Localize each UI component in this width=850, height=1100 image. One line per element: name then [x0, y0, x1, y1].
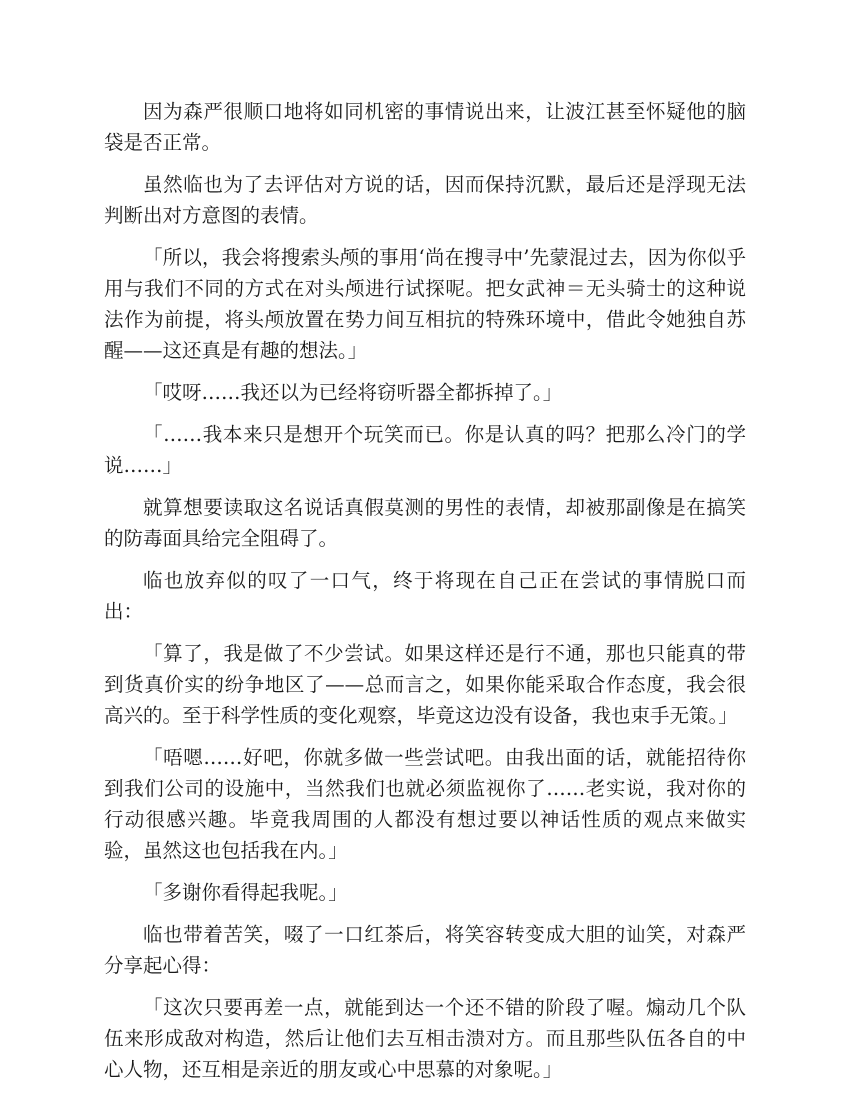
paragraph: 「这次只要再差一点，就能到达一个还不错的阶段了喔。煽动几个队伍来形成敌对构造，然后让他们去互相击溃对方。而且那些队伍各自的中心人物，还互相是亲近的朋友或心中思慕的对象呢。」 — [104, 996, 746, 1081]
paragraph: 「……我本来只是想开个玩笑而已。你是认真的吗？把那么冷门的学说……」 — [104, 423, 746, 477]
paragraph: 「多谢你看得起我呢。」 — [143, 881, 348, 904]
document-page — [104, 96, 746, 1096]
paragraph: 「所以，我会将搜索头颅的事用‘尚在搜寻中’先蒙混过去，因为你似乎用与我们不同的方式在对头颅进行试探呢。把女武神＝无头骑士的这种说法作为前提，将头颅放置在势力间互相抗的特殊环境中，借此令她独自苏醒——这还真是有趣的想法。」 — [104, 246, 746, 362]
paragraph: 临也放弃似的叹了一口气，终于将现在自己正在尝试的事情脱口而出： — [104, 569, 746, 623]
paragraph: 「哎呀……我还以为已经将窃听器全都拆掉了。」 — [143, 381, 563, 404]
paragraph: 虽然临也为了去评估对方说的话，因而保持沉默，最后还是浮现无法判断出对方意图的表情。 — [104, 173, 746, 227]
paragraph: 因为森严很顺口地将如同机密的事情说出来，让波江甚至怀疑他的脑袋是否正常。 — [104, 100, 746, 154]
paragraph: 「唔嗯……好吧，你就多做一些尝试吧。由我出面的话，就能招待你到我们公司的设施中，当然我们也就必须监视你了……老实说，我对你的行动很感兴趣。毕竟我周围的人都没有想过要以神话性质的观点来做实验，虽然这也包括我在内。」 — [104, 746, 746, 862]
paragraph: 「算了，我是做了不少尝试。如果这样还是行不通，那也只能真的带到货真价实的纷争地区了——总而言之，如果你能采取合作态度，我会很高兴的。至于科学性质的变化观察，毕竟这边没有设备，我也束手无策。」 — [104, 642, 746, 727]
paragraph: 临也带着苦笑，啜了一口红茶后，将笑容转变成大胆的讪笑，对森严分享起心得： — [104, 923, 746, 977]
paragraph: 就算想要读取这名说话真假莫测的男性的表情，却被那副像是在搞笑的防毒面具给完全阻碍了。 — [104, 496, 746, 550]
